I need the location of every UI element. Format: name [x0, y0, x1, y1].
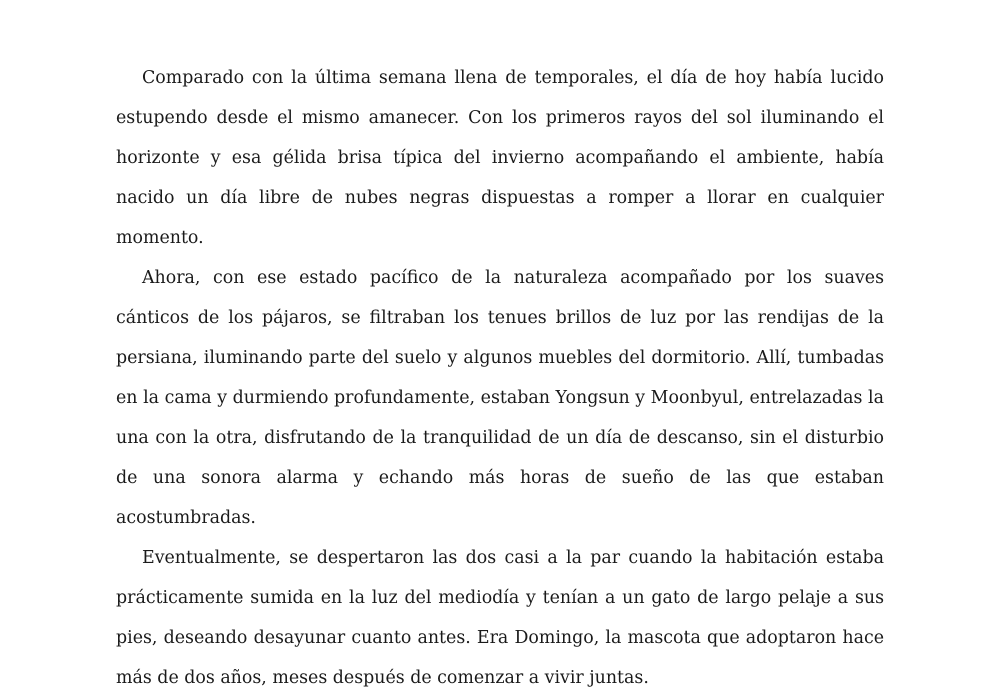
paragraph-1: Comparado con la última semana llena de temporales, el día de hoy había lucido estupendo desde el mismo amanecer. Con los primeros rayos del sol iluminando el horizonte y esa gélida brisa típica del invierno acompañando el ambiente, había nacido un día libre de nubes negras dispuestas a romper a llorar en cualquier momento. — [116, 68, 884, 248]
paragraph-2: Ahora, con ese estado pacífico de la naturaleza acompañado por los suaves cánticos de los pájaros, se filtraban los tenues brillos de luz por las rendijas de la persiana, iluminando parte del suelo y algunos muebles del dormitorio. Allí, tumbadas en la cama y durmiendo profundamente, estaban Yongsun y Moonbyul, entrelazadas la una con la otra, disfrutando de la tranquilidad de un día de descanso, sin el disturbio de una sonora alarma y echando más horas de sueño de las que estaban acostumbradas. — [116, 268, 884, 528]
paragraph-3: Eventualmente, se despertaron las dos casi a la par cuando la habitación estaba prácticamente sumida en la luz del mediodía y tenían a un gato de largo pelaje a sus pies, deseando desayunar cuanto antes. Era Domingo, la mascota que adoptaron hace más de dos años, meses después de comenzar a vivir juntas. — [116, 548, 884, 688]
document-body — [116, 58, 884, 698]
